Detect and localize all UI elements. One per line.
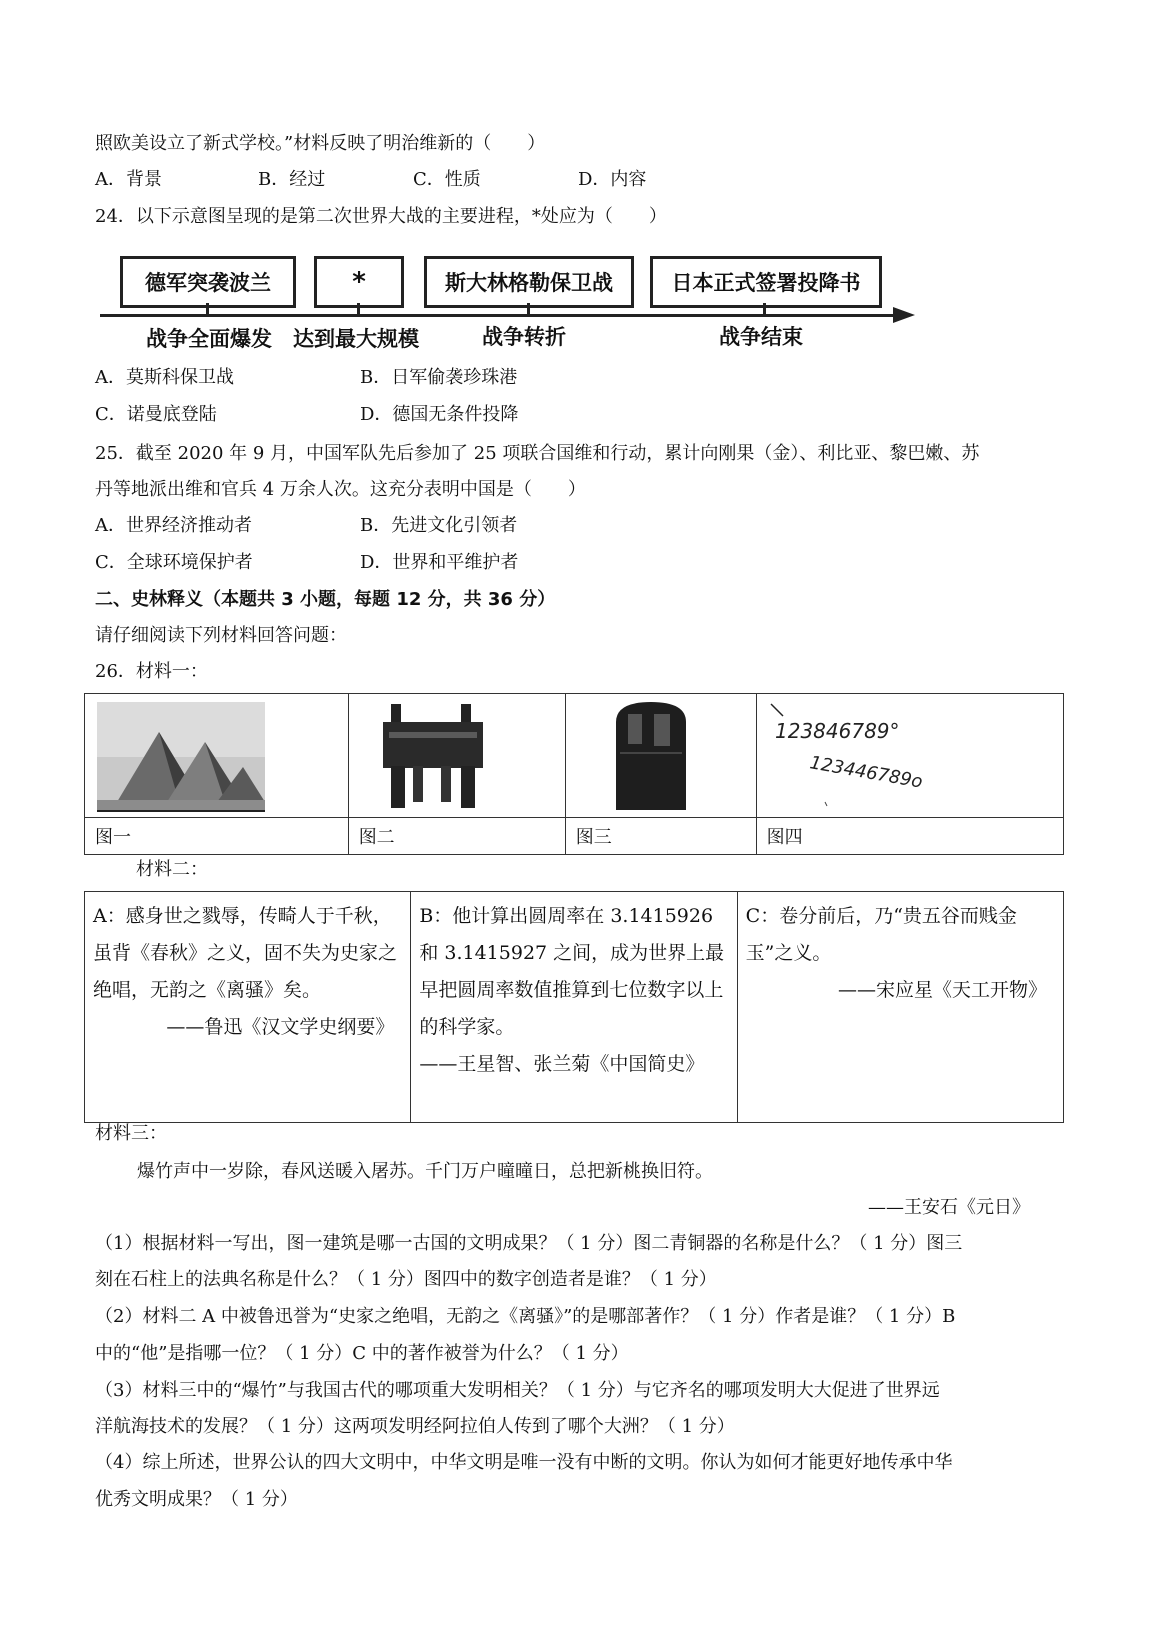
material2-b-cell	[411, 892, 737, 1123]
timeline-axis	[100, 314, 895, 317]
question-4-line1: （4）综上所述，世界公认的四大文明中，中华文明是唯一没有中断的文明。你认为如何才能更好地传承中华	[95, 1452, 953, 1473]
question-1-line2: 刻在石柱上的法典名称是什么？（ 1 分）图四中的数字创造者是谁？（ 1 分）	[95, 1269, 717, 1290]
material3-label: 材料三：	[95, 1123, 167, 1144]
material2-c-text: C：卷分前后，乃“贵五谷而贱金玉”之义。	[745, 905, 1017, 964]
q25-stem-line2: 丹等地派出维和官兵 4 万余人次。这充分表明中国是（ ）	[95, 479, 586, 500]
material2-b-source: ——王星智、张兰菊《中国简史》	[419, 1053, 705, 1075]
pyramids-image	[97, 702, 265, 812]
material2-a-text: A：感身世之戮辱，传畸人于千秋，虽背《春秋》之义，固不失为史家之绝唱，无韵之《离骚》矣。	[93, 905, 398, 1001]
timeline-box-star: *	[314, 256, 404, 308]
timeline-box-4: 日本正式签署投降书	[650, 256, 882, 308]
material2-c-cell	[737, 892, 1063, 1123]
question-3-line2: 洋航海技术的发展？（ 1 分）这两项发明经阿拉伯人传到了哪个大洲？（ 1 分）	[95, 1416, 735, 1437]
q25-option-c: C．全球环境保护者	[95, 552, 253, 573]
section2-title: 二、史林释义（本题共 3 小题，每题 12 分，共 36 分）	[95, 589, 556, 610]
q23-option-d: D．内容	[578, 169, 647, 190]
q23-option-c: C．性质	[413, 169, 481, 190]
numerals-row-a: 123846789°	[774, 719, 900, 743]
material1-table	[84, 693, 1064, 855]
question-3-line1: （3）材料三中的“爆竹”与我国古代的哪项重大发明相关？（ 1 分）与它齐名的哪项发明大大促进了世界远	[95, 1380, 940, 1401]
figure1-caption: 图一	[85, 818, 349, 855]
figure2-cell	[348, 694, 565, 818]
timeline-label-4: 战争结束	[719, 325, 803, 349]
q26-label: 26．材料一：	[95, 661, 208, 682]
timeline-box-1: 德军突袭波兰	[120, 256, 296, 308]
figure4-caption: 图四	[756, 818, 1063, 855]
figure4-cell	[756, 694, 1063, 818]
q23-option-a: A．背景	[95, 169, 162, 190]
q24-option-c: C．诺曼底登陆	[95, 404, 217, 425]
q24-stem: 24．以下示意图呈现的是第二次世界大战的主要进程，*处应为（ ）	[95, 206, 667, 227]
q24-option-b: B．日军偷袭珍珠港	[360, 367, 518, 388]
figure3-cell	[565, 694, 756, 818]
q24-option-a: A．莫斯科保卫战	[95, 367, 234, 388]
question-2-line2: 中的“他”是指哪一位？（ 1 分）C 中的著作被誉为什么？（ 1 分）	[95, 1343, 629, 1364]
q24-option-d: D．德国无条件投降	[360, 404, 519, 425]
question-1-line1: （1）根据材料一写出，图一建筑是哪一古国的文明成果？（ 1 分）图二青铜器的名称是什么？（ 1 分）图三	[95, 1233, 963, 1254]
q25-option-a: A．世界经济推动者	[95, 515, 252, 536]
q25-option-d: D．世界和平维护者	[360, 552, 519, 573]
q23-option-b: B．经过	[258, 169, 326, 190]
q23-stem-tail: 照欧美设立了新式学校。”材料反映了明治维新的（ ）	[95, 133, 546, 154]
poem-text: 爆竹声中一岁除，春风送暖入屠苏。千门万户曈曈日，总把新桃换旧符。	[137, 1161, 713, 1182]
material2-b-text: B：他计算出圆周率在 3.1415926 和 3.1415927 之间，成为世界上最早把圆周率数值推算到七位数字以上的科学家。	[419, 905, 725, 1038]
code-stele-image	[606, 700, 696, 812]
timeline-label-2: 达到最大规模	[293, 327, 419, 351]
material2-c-source: ——宋应星《天工开物》	[837, 979, 1047, 1001]
question-2-line1: （2）材料二 A 中被鲁迅誉为“史家之绝唱，无韵之《离骚》”的是哪部著作？（ 1 分）作者是谁？（ 1 分）B	[95, 1306, 956, 1327]
material2-a-cell	[85, 892, 411, 1123]
q25-option-b: B．先进文化引领者	[360, 515, 518, 536]
timeline-label-3: 战争转折	[482, 325, 566, 349]
section2-instruction: 请仔细阅读下列材料回答问题：	[95, 625, 347, 646]
timeline-box-3: 斯大林格勒保卫战	[424, 256, 634, 308]
figure3-caption: 图三	[565, 818, 756, 855]
material2-label: 材料二：	[136, 859, 208, 880]
bronze-ding-image	[377, 702, 497, 812]
question-4-line2: 优秀文明成果？（ 1 分）	[95, 1489, 298, 1510]
timeline-label-1: 战争全面爆发	[146, 327, 272, 351]
poem-source: ——王安石《元日》	[868, 1197, 1030, 1218]
figure1-cell	[85, 694, 349, 818]
figure2-caption: 图二	[348, 818, 565, 855]
q25-stem-line1: 25．截至 2020 年 9 月，中国军队先后参加了 25 项联合国维和行动，累计向刚果（金）、利比亚、黎巴嫩、苏	[95, 443, 980, 464]
material2-a-source: ——鲁迅《汉文学史纲要》	[166, 1016, 395, 1038]
numerals-row-b: 123446789o	[807, 752, 924, 793]
material2-table	[84, 891, 1064, 1123]
timeline-arrowhead	[893, 307, 915, 323]
arabic-numerals-image	[767, 698, 967, 810]
